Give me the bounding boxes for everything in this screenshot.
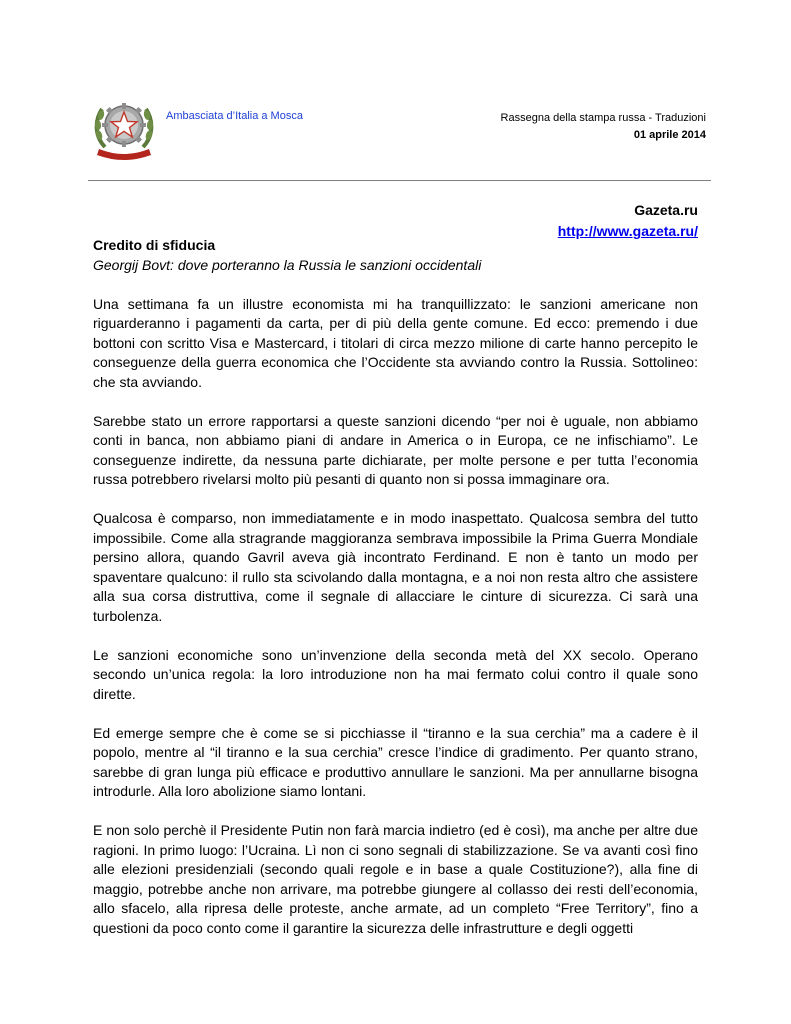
issue-date: 01 aprile 2014 — [633, 129, 706, 141]
article-paragraph: Le sanzioni economiche sono un’invenzione della seconda metà del XX secolo. Operano secondo un’unica regola: la loro introduzione non ha mai fermato colui contro il quale sono dirette. — [93, 646, 698, 702]
article-title: Credito di sfiducia — [93, 237, 216, 253]
source-name: Gazeta.ru — [634, 202, 698, 218]
source-link[interactable]: http://www.gazeta.ru/ — [557, 223, 698, 239]
header-divider — [88, 180, 711, 181]
article-paragraph: E non solo perchè il Presidente Putin non farà marcia indietro (ed è così), ma anche per altre due ragioni. In primo luogo: l’Ucraina. Lì non ci sono segnali di stabilizzazione. Se va avanti così fino alle elezioni presidenziali (secondo quali regole e in base a quale Costituzione?), alla fine di maggio, potrebbe anche non arrivare, ma potrebbe giungere al collasso dei resti dell’economia, allo sfacelo, alla ripresa delle proteste, anche armate, ad un completo “Free Territory”, fino a questioni da poco conto come il garantire la sicurezza delle infrastrutture e degli oggetti — [93, 822, 698, 936]
publication-title: Rassegna della stampa russa - Traduzioni — [500, 112, 706, 124]
article-heading — [93, 236, 698, 275]
header-right — [501, 110, 706, 144]
italian-republic-emblem — [93, 95, 155, 165]
article — [93, 236, 698, 958]
article-subtitle: Georgij Bovt: dove porteranno la Russia le sanzioni occidentali — [93, 256, 482, 273]
embassy-name: Ambasciata d’Italia a Mosca — [166, 110, 303, 122]
article-paragraph: Sarebbe stato un errore rapportarsi a queste sanzioni dicendo “per noi è uguale, non abbiamo conti in banca, non abbiamo piani di andare in America o in Europa, ce ne infischiamo”. Le conseguenze indirette, da nessuna parte dichiarate, per molte persone e per tutta l’economia russa potrebbero rivelarsi molto più pesanti di quanto non si possa immaginare ora. — [93, 412, 698, 487]
article-paragraph: Ed emerge sempre che è come se si picchiasse il “tiranno e la sua cerchia” ma a cadere è il popolo, mentre al “il tiranno e la sua cerchia” cresce l’indice di gradimento. Per quanto strano, sarebbe di gran lunga più efficace e produttivo annullare le sanzioni. Ma per annullarne bisogna introdurle. Alla loro abolizione siamo lontani. — [93, 724, 698, 799]
article-paragraph: Qualcosa è comparso, non immediatamente e in modo inaspettato. Qualcosa sembra del tutto impossibile. Come alla stragrande maggioranza sembrava impossibile la Prima Guerra Mondiale persino allora, quando Gavril aveva già incontrato Ferdinand. E non è tanto un modo per spaventare qualcuno: il rullo sta scivolando dalla montagna, e a noi non resta altro che assistere alla sua corsa distruttiva, come il segnale di allacciare le cinture di sicurezza. Ci sarà una turbolenza. — [93, 510, 698, 624]
article-paragraph: Una settimana fa un illustre economista mi ha tranquillizzato: le sanzioni americane non riguarderanno i pagamenti da carta, per di più della gente comune. Ed ecco: premendo i due bottoni con scritto Visa e Mastercard, i titolari di circa mezzo milione di carte hanno percepito le conseguenze della guerra economica che l’Occidente sta avviando contro la Russia. Sottolineo: che sta avviando. — [93, 295, 698, 390]
